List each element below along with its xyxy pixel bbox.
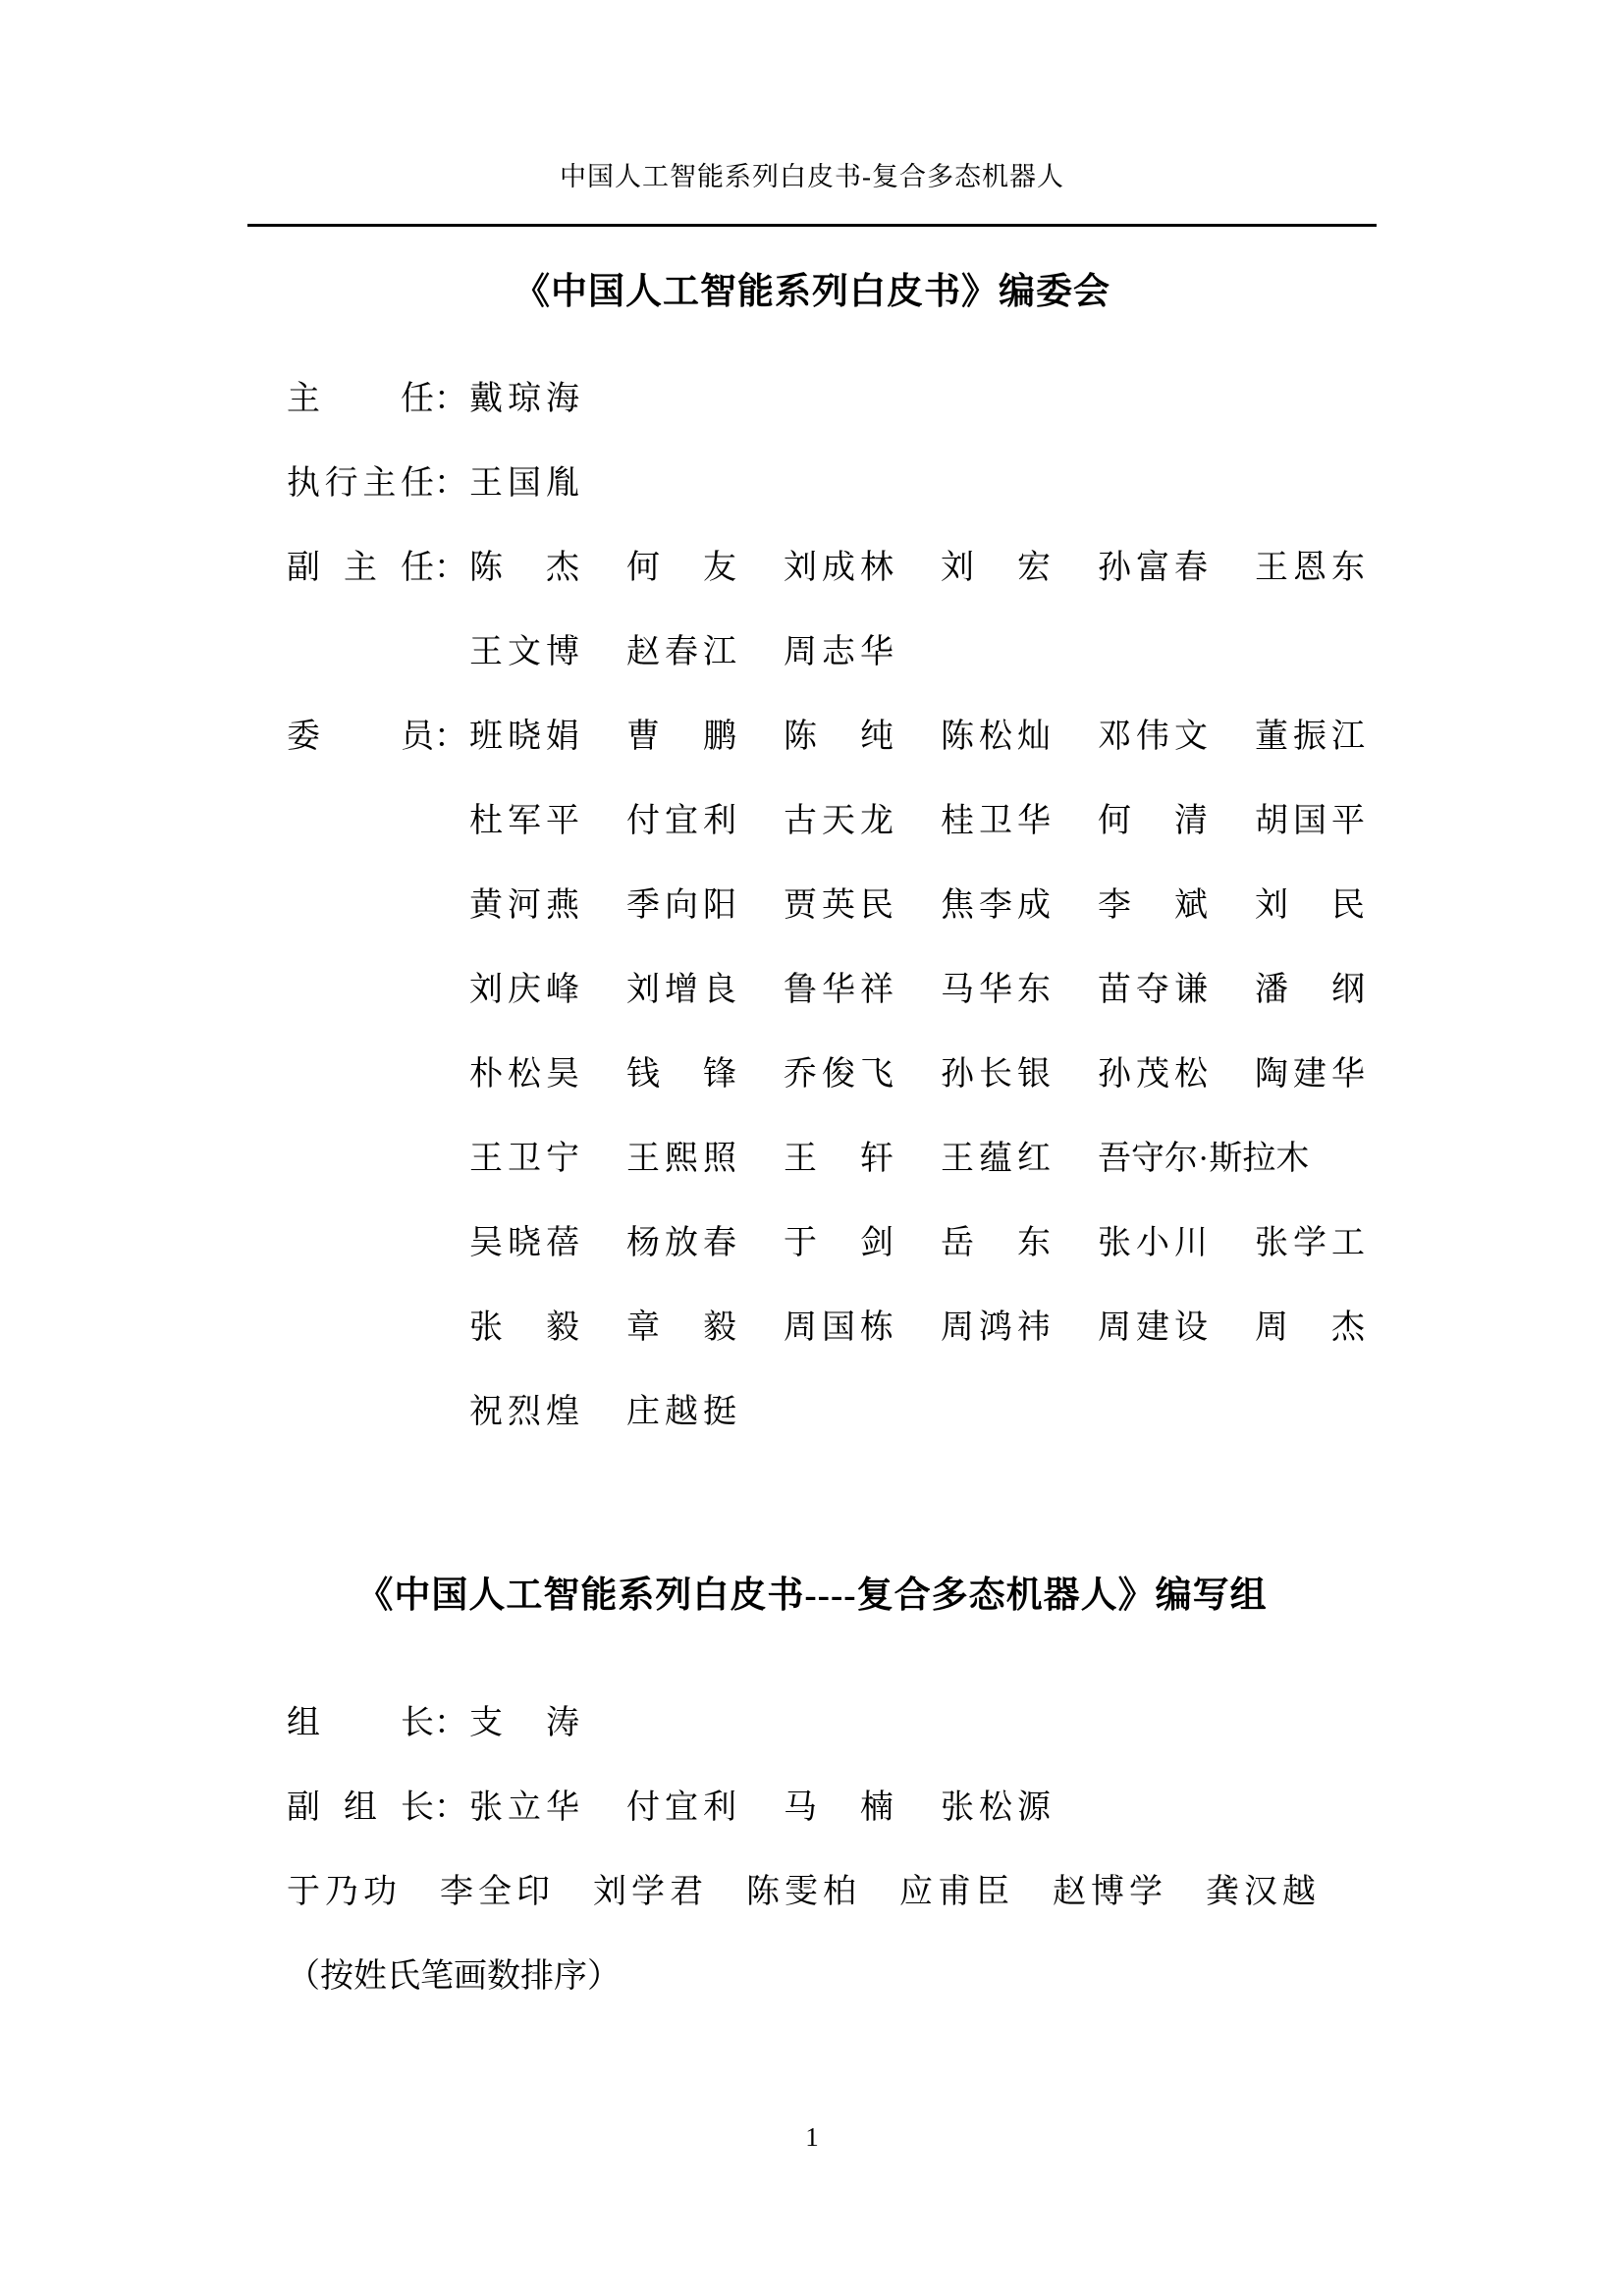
sort-note-text: （按姓氏笔画数排序） bbox=[287, 1958, 621, 1995]
member-name: 黄河燕 bbox=[469, 887, 579, 924]
member-name: 赵博学 bbox=[1053, 1874, 1163, 1910]
writing-group-roles-list bbox=[287, 1682, 1506, 2019]
role-colon: ： bbox=[434, 719, 467, 755]
role-label: 执行主任 bbox=[287, 465, 434, 502]
member-name: 刘增良 bbox=[626, 972, 736, 1008]
role-line bbox=[287, 1033, 1506, 1117]
member-name: 胡国平 bbox=[1255, 803, 1365, 839]
role-label: 委员 bbox=[287, 719, 434, 755]
role-line bbox=[287, 1766, 1506, 1850]
member-name: 戴琼海 bbox=[469, 381, 579, 417]
committee-roles-list bbox=[287, 357, 1506, 1455]
member-name: 付宜利 bbox=[626, 803, 736, 839]
role-line bbox=[287, 695, 1506, 779]
member-name: 孙富春 bbox=[1098, 550, 1208, 586]
role-line bbox=[287, 442, 1506, 526]
header-rule bbox=[247, 224, 1377, 227]
member-name: 付宜利 bbox=[626, 1789, 736, 1826]
member-name: 钱锋 bbox=[626, 1056, 736, 1093]
role-line bbox=[287, 526, 1506, 611]
member-name: 马楠 bbox=[784, 1789, 893, 1826]
member-name: 张立华 bbox=[469, 1789, 579, 1826]
sort-note bbox=[287, 1935, 1506, 2019]
member-name: 周鸿祎 bbox=[941, 1309, 1051, 1346]
member-name: 何友 bbox=[626, 550, 736, 586]
member-name: 鲁华祥 bbox=[784, 972, 893, 1008]
role-colon: ： bbox=[434, 381, 467, 417]
member-name: 王卫宁 bbox=[469, 1141, 579, 1177]
member-name: 张毅 bbox=[469, 1309, 579, 1346]
member-name: 李全印 bbox=[440, 1874, 550, 1910]
role-line bbox=[287, 779, 1506, 864]
role-colon: ： bbox=[434, 550, 467, 586]
member-name: 乔俊飞 bbox=[784, 1056, 893, 1093]
role-line bbox=[287, 357, 1506, 442]
member-name: 桂卫华 bbox=[941, 803, 1051, 839]
member-name: 王熙照 bbox=[626, 1141, 736, 1177]
member-name: 焦李成 bbox=[941, 887, 1051, 924]
member-name: 章毅 bbox=[626, 1309, 736, 1346]
member-name: 龚汉越 bbox=[1206, 1874, 1316, 1910]
member-name: 王轩 bbox=[784, 1141, 893, 1177]
member-name: 曹鹏 bbox=[626, 719, 736, 755]
committee-title: 《中国人工智能系列白皮书》编委会 bbox=[514, 272, 1110, 312]
member-name: 支涛 bbox=[469, 1705, 579, 1741]
member-name: 周国栋 bbox=[784, 1309, 893, 1346]
member-name: 王文博 bbox=[469, 634, 579, 670]
member-name: 赵春江 bbox=[626, 634, 736, 670]
member-name: 班晓娟 bbox=[469, 719, 579, 755]
member-name: 王恩东 bbox=[1255, 550, 1365, 586]
header-title: 中国人工智能系列白皮书-复合多态机器人 bbox=[560, 162, 1064, 191]
member-name: 张学工 bbox=[1255, 1225, 1365, 1261]
role-line bbox=[287, 1286, 1506, 1370]
member-name: 王蕴红 bbox=[941, 1141, 1051, 1177]
member-name: 邓伟文 bbox=[1098, 719, 1208, 755]
role-colon: ： bbox=[434, 1705, 467, 1741]
member-name: 于乃功 bbox=[287, 1874, 397, 1910]
member-name: 陈杰 bbox=[469, 550, 579, 586]
member-name: 庄越挺 bbox=[626, 1394, 736, 1430]
member-name: 古天龙 bbox=[784, 803, 893, 839]
page-header bbox=[0, 155, 1624, 193]
member-name: 何清 bbox=[1098, 803, 1208, 839]
role-line bbox=[287, 948, 1506, 1033]
member-name: 周建设 bbox=[1098, 1309, 1208, 1346]
page-footer bbox=[0, 2122, 1624, 2153]
member-name: 刘宏 bbox=[941, 550, 1051, 586]
page-number: 1 bbox=[805, 2122, 819, 2152]
member-name: 张松源 bbox=[941, 1789, 1051, 1826]
member-name: 孙长银 bbox=[941, 1056, 1051, 1093]
member-name: 祝烈煌 bbox=[469, 1394, 579, 1430]
member-name: 马华东 bbox=[941, 972, 1051, 1008]
member-name: 岳东 bbox=[941, 1225, 1051, 1261]
member-name: 王国胤 bbox=[469, 465, 579, 502]
role-line bbox=[287, 1370, 1506, 1455]
role-line bbox=[287, 1682, 1506, 1766]
role-line bbox=[287, 1117, 1506, 1201]
member-name: 杨放春 bbox=[626, 1225, 736, 1261]
writing-group-title: 《中国人工智能系列白皮书----复合多态机器人》编写组 bbox=[356, 1575, 1268, 1616]
member-name: 李斌 bbox=[1098, 887, 1208, 924]
role-line bbox=[287, 611, 1506, 695]
member-name: 应甫臣 bbox=[899, 1874, 1009, 1910]
member-name: 季向阳 bbox=[626, 887, 736, 924]
role-colon: ： bbox=[434, 1789, 467, 1826]
member-name: 张小川 bbox=[1098, 1225, 1208, 1261]
member-name: 陈雯柏 bbox=[746, 1874, 856, 1910]
member-name: 周杰 bbox=[1255, 1309, 1365, 1346]
role-label: 主任 bbox=[287, 381, 434, 417]
member-name: 周志华 bbox=[784, 634, 893, 670]
member-name: 吴晓蓓 bbox=[469, 1225, 579, 1261]
member-name: 于剑 bbox=[784, 1225, 893, 1261]
member-name: 陈纯 bbox=[784, 719, 893, 755]
member-name: 杜军平 bbox=[469, 803, 579, 839]
role-colon: ： bbox=[434, 465, 467, 502]
member-name: 孙茂松 bbox=[1098, 1056, 1208, 1093]
role-line bbox=[287, 1201, 1506, 1286]
role-label: 组长 bbox=[287, 1705, 434, 1741]
member-name: 刘庆峰 bbox=[469, 972, 579, 1008]
member-name: 刘学君 bbox=[593, 1874, 703, 1910]
role-label: 副主任 bbox=[287, 550, 434, 586]
member-name: 贾英民 bbox=[784, 887, 893, 924]
member-name: 潘纲 bbox=[1255, 972, 1365, 1008]
role-line bbox=[287, 864, 1506, 948]
member-name: 陶建华 bbox=[1255, 1056, 1365, 1093]
member-name: 朴松昊 bbox=[469, 1056, 579, 1093]
member-name: 董振江 bbox=[1255, 719, 1365, 755]
role-label: 副组长 bbox=[287, 1789, 434, 1826]
member-name: 刘民 bbox=[1255, 887, 1365, 924]
writing-group-members-row bbox=[287, 1850, 1506, 1935]
member-name: 刘成林 bbox=[784, 550, 893, 586]
member-name: 苗夺谦 bbox=[1098, 972, 1208, 1008]
member-name: 陈松灿 bbox=[941, 719, 1051, 755]
member-name: 吾守尔·斯拉木 bbox=[1098, 1141, 1310, 1177]
